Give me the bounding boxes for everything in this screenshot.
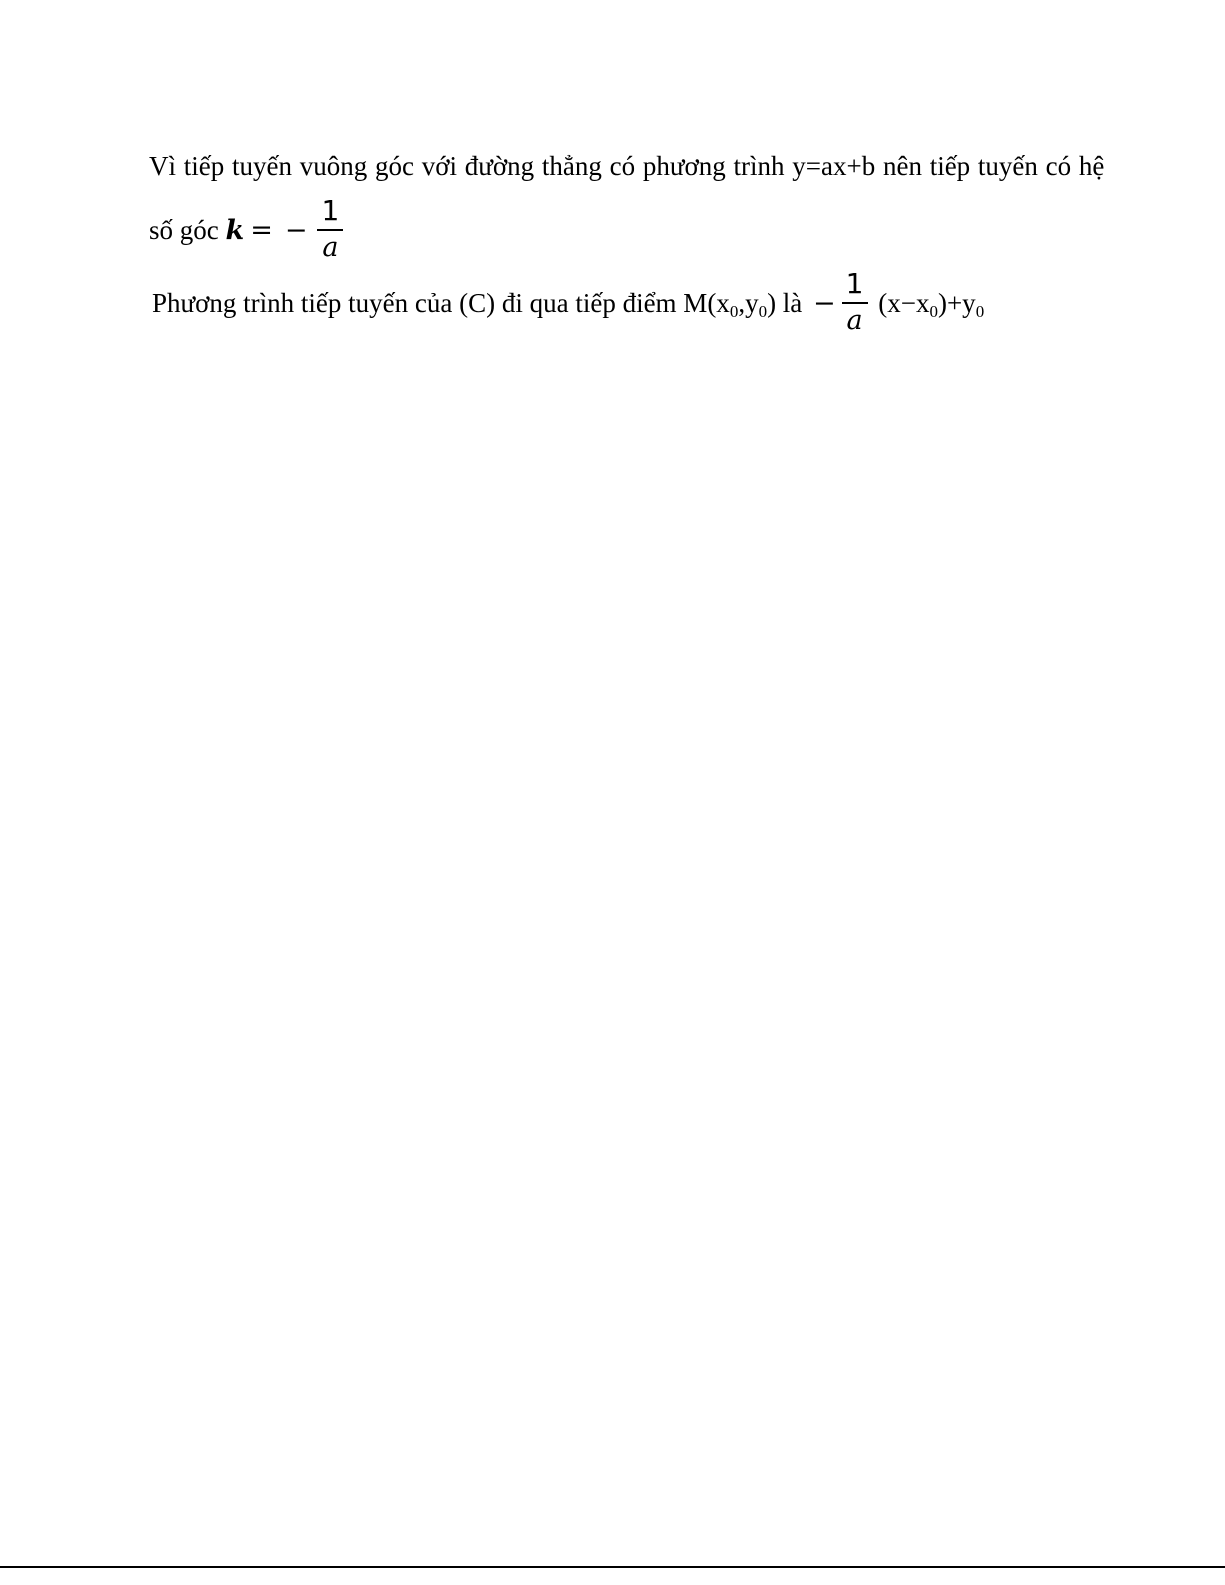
fraction-bar bbox=[317, 229, 343, 231]
math-variable-k: k bbox=[225, 215, 245, 247]
math-minus: − bbox=[284, 215, 308, 247]
line-1-text: Vì tiếp tuyến vuông góc với đường thẳng có phương trình y=ax+b nên tiếp tuyến có hệ bbox=[149, 151, 1105, 181]
subscript-x0: 0 bbox=[729, 302, 739, 322]
line-3-comma-y: ,y bbox=[738, 288, 759, 319]
subscript-y0: 0 bbox=[758, 302, 768, 322]
subscript-x0-2: 0 bbox=[929, 302, 938, 322]
fraction-numerator-2: 1 bbox=[845, 267, 864, 300]
page-bottom-border bbox=[0, 1566, 1225, 1568]
line-3-plus-y: )+y bbox=[937, 288, 976, 319]
math-equals: = bbox=[250, 215, 273, 247]
subscript-y0-2: 0 bbox=[975, 302, 985, 322]
fraction-one-over-a bbox=[317, 196, 343, 262]
fraction-denominator-2: a bbox=[846, 305, 863, 336]
paragraph-line-3 bbox=[152, 267, 985, 339]
line-3-paren: (x−x bbox=[871, 288, 930, 319]
math-minus-2: − bbox=[813, 288, 836, 320]
fraction-numerator: 1 bbox=[321, 194, 340, 227]
line-3-mid: ) là bbox=[767, 288, 810, 319]
fraction-bar-2 bbox=[842, 302, 868, 304]
fraction-one-over-a-2 bbox=[842, 269, 868, 335]
line-3-prefix: Phương trình tiếp tuyến của (C) đi qua tiếp điểm M(x bbox=[152, 288, 730, 319]
line-2-prefix: số góc bbox=[149, 215, 226, 246]
paragraph-line-1 bbox=[149, 151, 1104, 181]
fraction-denominator: a bbox=[322, 232, 339, 263]
paragraph-line-2 bbox=[149, 194, 347, 266]
